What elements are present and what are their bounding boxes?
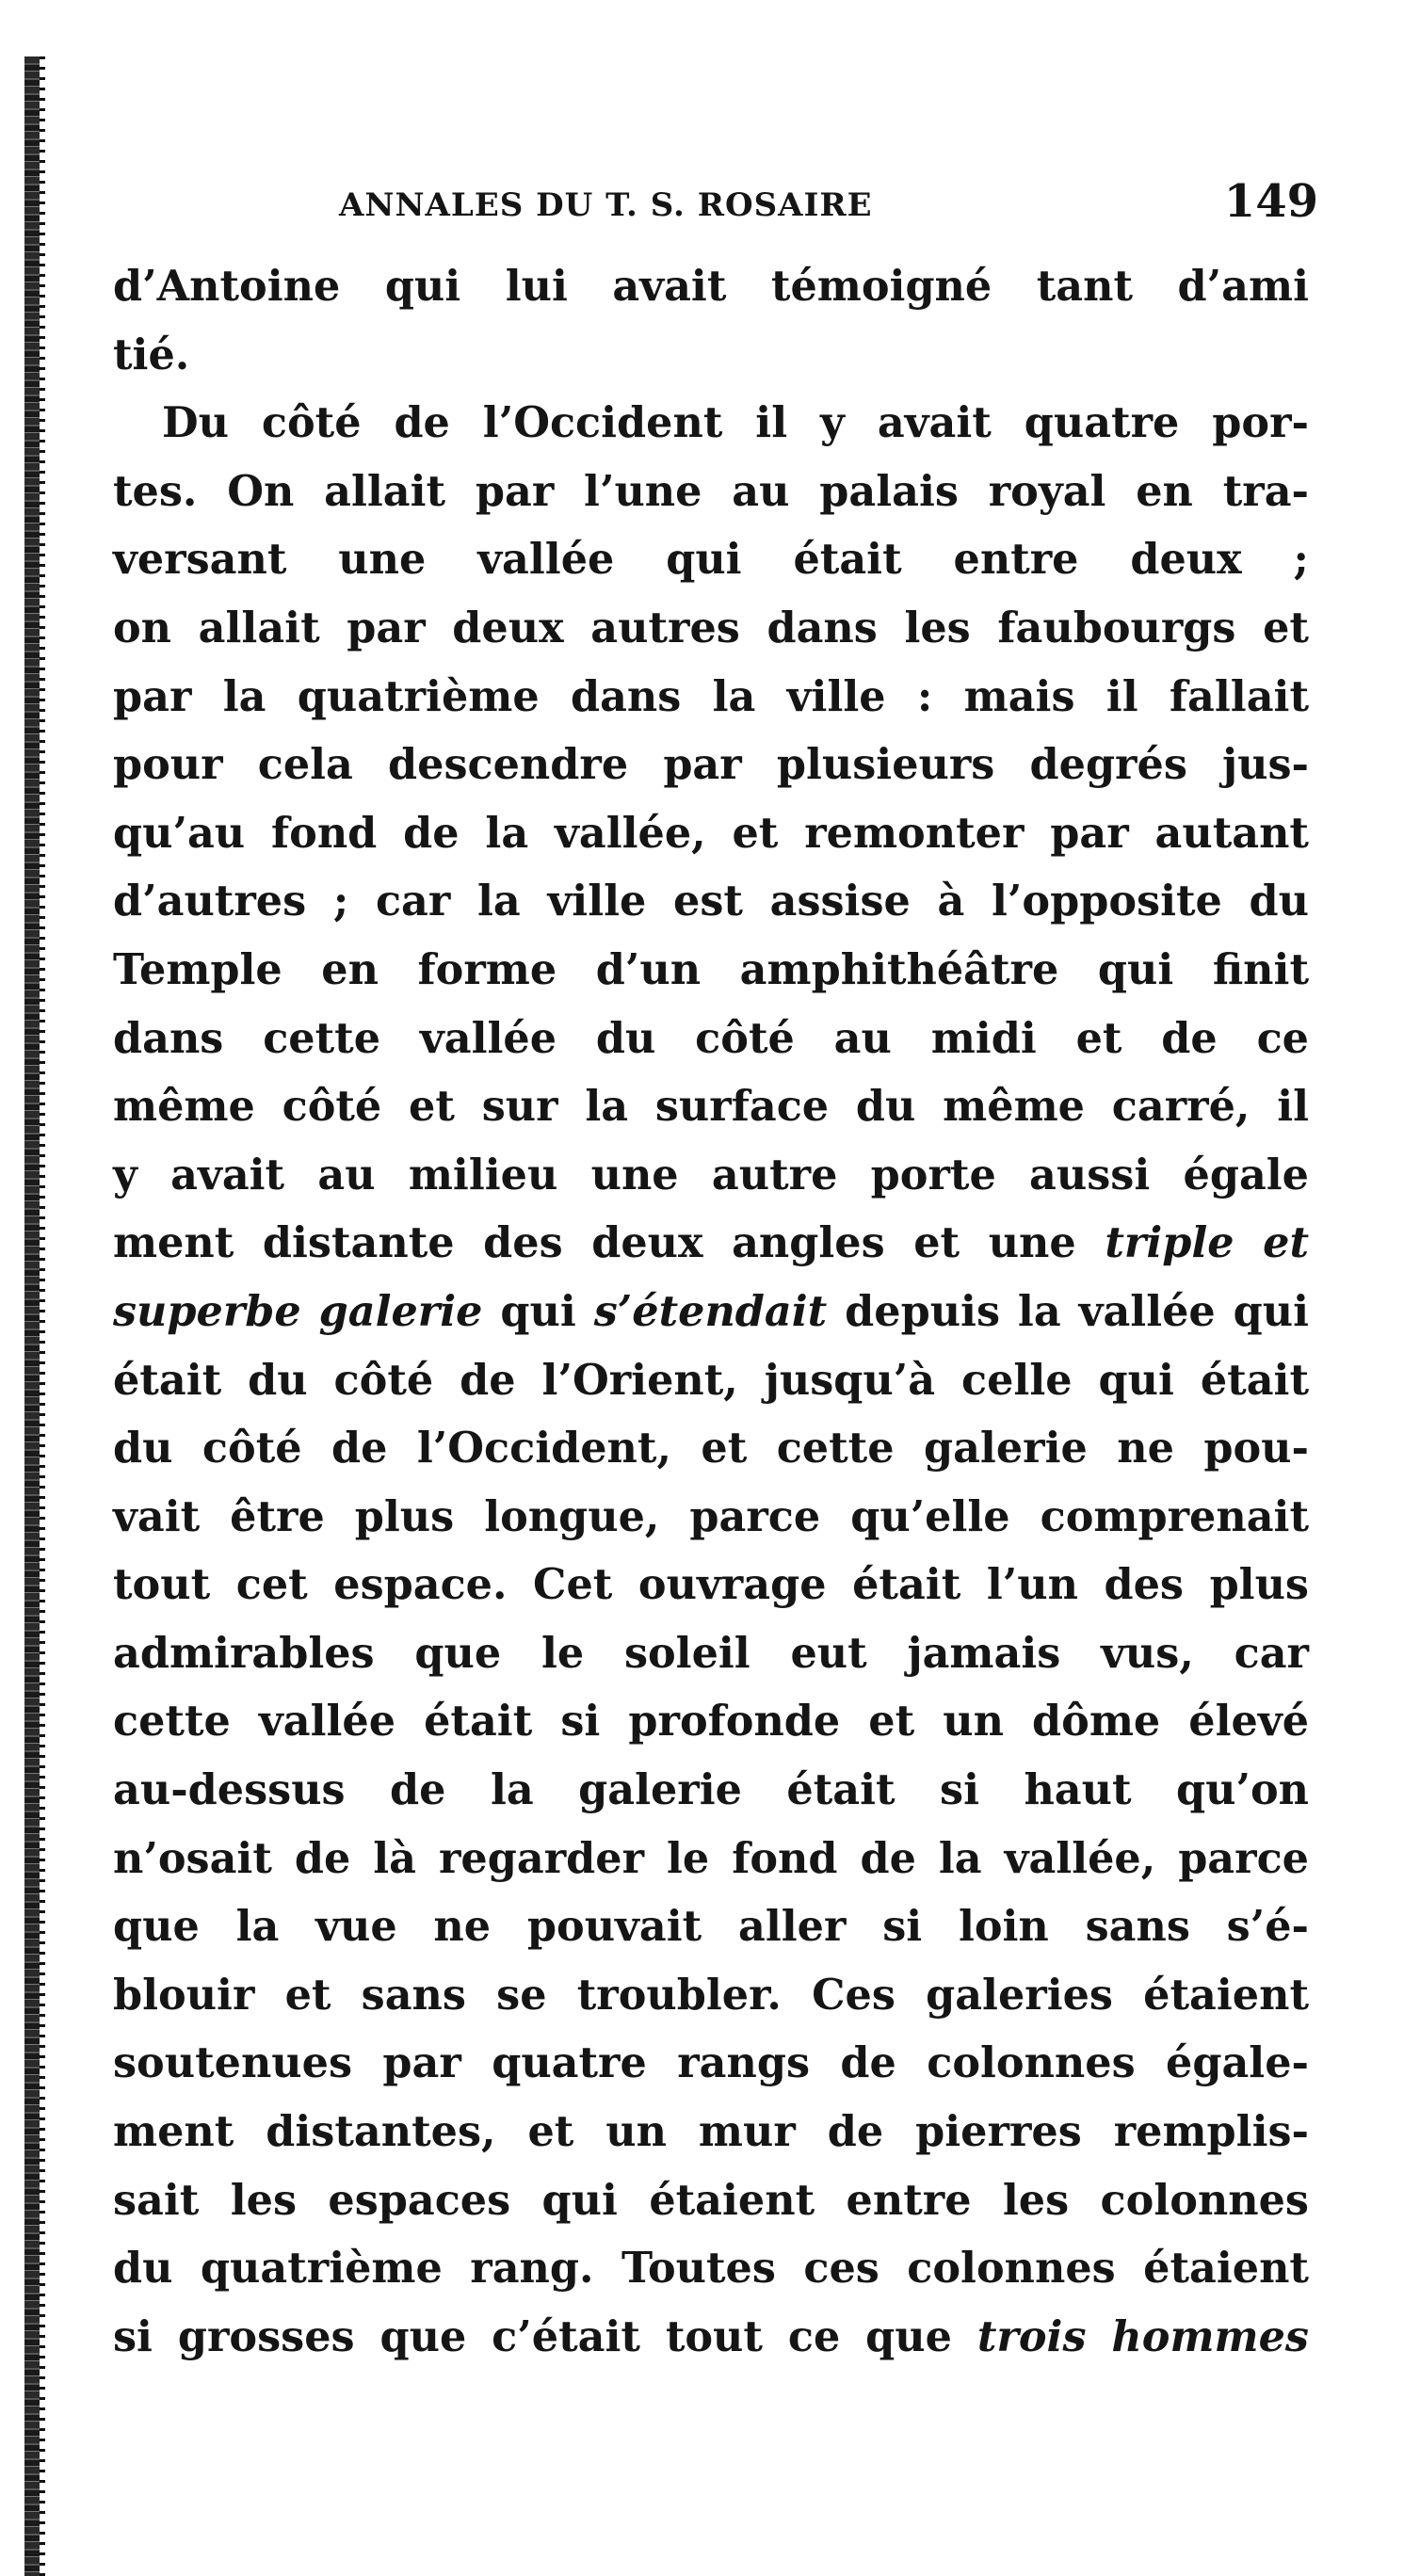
text-line: d’autres ; car la ville est assise à l’opposite du (113, 877, 1309, 926)
text-line: pour cela descendre par plusieurs degrés jus- (113, 740, 1309, 790)
italic-segment: trois hommes (976, 2311, 1309, 2361)
text-line: dans cette vallée du côté au midi et de ce (113, 1013, 1309, 1063)
text-line: vait être plus longue, parce qu’elle comprenait (113, 1491, 1309, 1541)
running-title: ANNALES DU T. S. ROSAIRE (339, 186, 873, 224)
text-line: admirables que le soleil eut jamais vus, car (113, 1628, 1309, 1678)
book-page (113, 175, 1318, 2371)
text-line: soutenues par quatre rangs de colonnes égale- (113, 2038, 1309, 2088)
text-segment: ment distante des deux angles et une (113, 1218, 1076, 1268)
italic-segment: superbe galerie (113, 1286, 483, 1336)
text-line: au-dessus de la galerie était si haut qu’on (113, 1765, 1309, 1815)
text-line: on allait par deux autres dans les faubourgs et (113, 603, 1309, 652)
text-line: Du côté de l’Occident il y avait quatre por- (162, 398, 1309, 448)
text-line: sait les espaces qui étaient entre les colonnes (113, 2175, 1309, 2225)
text-line: tout cet espace. Cet ouvrage était l’un des plus (113, 1560, 1309, 1610)
text-line: cette vallée était si profonde et un dôme élevé (113, 1697, 1309, 1747)
text-line: y avait au milieu une autre porte aussi égale (113, 1150, 1309, 1199)
text-line: que la vue ne pouvait aller si loin sans s’é- (113, 1902, 1309, 1952)
italic-segment: s’étendait (593, 1286, 828, 1336)
text-line: par la quatrième dans la ville : mais il fallait (113, 671, 1309, 721)
text-segment: depuis la vallée qui (845, 1286, 1310, 1336)
text-line: versant une vallée qui était entre deux ; (113, 535, 1309, 585)
text-line: du côté de l’Occident, et cette galerie ne pou- (113, 1424, 1309, 1473)
text-segment: qui (500, 1286, 576, 1336)
italic-segment: triple et (1105, 1218, 1309, 1268)
body-text (113, 252, 1309, 2371)
text-line: qu’au fond de la vallée, et remonter par autant (113, 808, 1309, 858)
running-header (113, 175, 1318, 245)
text-line: même côté et sur la surface du même carré, il (113, 1082, 1309, 1132)
text-line: n’osait de là regarder le fond de la vallée, parce (113, 1833, 1309, 1883)
text-line: du quatrième rang. Toutes ces colonnes étaient (113, 2244, 1309, 2294)
text-line: était du côté de l’Orient, jusqu’à celle qui était (113, 1355, 1309, 1405)
text-line-mixed (113, 2303, 1309, 2372)
text-line: tié. (113, 330, 190, 379)
text-line-mixed (113, 1278, 1309, 1346)
text-segment: si grosses que c’était tout ce que (113, 2311, 952, 2361)
text-line: tes. On allait par l’une au palais royal en tra- (113, 466, 1309, 516)
text-line-mixed (113, 1209, 1309, 1278)
page-number: 149 (1223, 175, 1318, 228)
text-line: Temple en forme d’un amphithéâtre qui finit (113, 944, 1309, 994)
text-line: d’Antoine qui lui avait témoigné tant d’ami (113, 262, 1309, 311)
text-line: blouir et sans se troubler. Ces galeries étaient (113, 1970, 1309, 2020)
text-line: ment distantes, et un mur de pierres remplis- (113, 2107, 1309, 2157)
book-binding-edge (24, 56, 40, 2576)
